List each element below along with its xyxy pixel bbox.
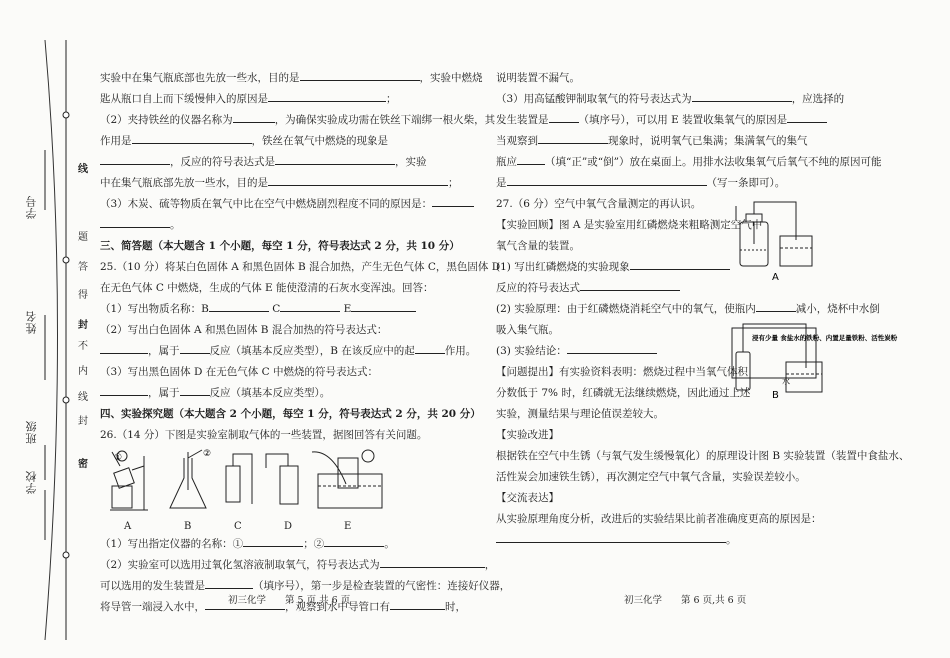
blank[interactable] bbox=[432, 194, 474, 207]
blank[interactable] bbox=[209, 299, 269, 312]
q27-exchange-blank: 。 bbox=[496, 530, 846, 551]
section-4-heading: 四、实验探究题（本大题含 2 个小题，每空 1 分，符号表达式 2 分，共 20 分） bbox=[100, 408, 481, 420]
label-2: ② bbox=[203, 449, 212, 459]
apparatus-labels bbox=[100, 520, 490, 534]
apparatus-d bbox=[266, 454, 298, 504]
blank[interactable] bbox=[692, 89, 792, 102]
q27-problem: 【问题提出】有实验资料表明：燃烧过程中当氧气体积 bbox=[496, 366, 748, 378]
seal-char: 内 bbox=[78, 366, 88, 377]
q25-1: （1）写出物质名称：B C E bbox=[100, 299, 490, 320]
apparatus-label: C bbox=[234, 521, 242, 532]
seal-mid: 封 bbox=[78, 320, 88, 331]
apparatus-label: D bbox=[284, 521, 293, 532]
blank[interactable] bbox=[243, 534, 303, 547]
seal-char: 题 bbox=[78, 232, 88, 243]
q27-review: 【实验回顾】图 A 是实验室用红磷燃烧来粗略测定空气中 bbox=[496, 219, 763, 231]
q27-exchange: 从实验原理角度分析，改进后的实验结果比前者准确度更高的原因是： bbox=[496, 513, 822, 525]
text-line: 实验中在集气瓶底部也先放一些水，目的是 ，实验中燃烧 bbox=[100, 68, 490, 89]
figure-a bbox=[732, 196, 822, 282]
blank[interactable] bbox=[415, 341, 445, 354]
q27-review-2: 氧气含量的装置。 bbox=[496, 240, 580, 252]
blank[interactable] bbox=[180, 383, 210, 396]
blank[interactable] bbox=[538, 131, 608, 144]
q26-stem: 26.（14 分）下图是实验室制取气体的一些装置，据图回答有关问题。 bbox=[100, 429, 428, 441]
blank[interactable] bbox=[280, 299, 340, 312]
blank[interactable] bbox=[275, 152, 395, 165]
q25-3: （3）写出黑色固体 D 在无色气体 C 中燃烧的符号表达式： bbox=[100, 366, 378, 378]
figure-b-label: B bbox=[772, 390, 779, 401]
apparatus-label: A bbox=[124, 521, 132, 532]
apparatus-label: B bbox=[184, 521, 192, 532]
blank[interactable] bbox=[507, 173, 707, 186]
blank[interactable] bbox=[324, 534, 384, 547]
text-line: （3）用高锰酸钾制取氧气的符号表达式为 ，应选择的 bbox=[496, 89, 846, 110]
apparatus-e bbox=[312, 450, 382, 508]
blank[interactable] bbox=[268, 89, 386, 102]
text-line: 说明装置不漏气。 bbox=[496, 72, 580, 84]
text-line: （3）木炭、硫等物质在氧气中比在空气中燃烧剧烈程度不同的原因是： bbox=[100, 194, 490, 215]
q27-1: (1) 写出红磷燃烧的实验现象 bbox=[496, 257, 846, 278]
seal-char: 不 bbox=[78, 341, 88, 352]
blank[interactable] bbox=[787, 110, 827, 123]
blank[interactable] bbox=[180, 341, 210, 354]
page-5 bbox=[100, 68, 511, 618]
seal-char: 线 bbox=[78, 392, 88, 403]
page-5-footer: 初三化学 第 5 页,共 6 页 bbox=[228, 595, 351, 606]
text-line: 瓶应 （填“正”或“倒”）放在桌面上。用排水法收集氧气后氧气不纯的原因可能 bbox=[496, 152, 846, 173]
school-label: 学校 bbox=[25, 470, 38, 494]
section-3-heading: 三、简答题（本大题含 1 个小题，每空 1 分，符号表达式 2 分，共 10 分） bbox=[100, 240, 460, 252]
q26-2c: 将导管一端浸入水中， ，观察到水中导管口有 时， bbox=[100, 597, 490, 618]
blank[interactable] bbox=[132, 131, 252, 144]
blank[interactable] bbox=[268, 173, 448, 186]
blank[interactable] bbox=[567, 341, 657, 354]
q27-exchange-heading: 【交流表达】 bbox=[496, 492, 559, 504]
figure-b-note: 浸有少量 食盐水的铁粉、内置足量铁粉、活性炭粉 bbox=[752, 334, 898, 342]
q25-3b: ，属于 反应（填基本反应类型）。 bbox=[100, 383, 490, 404]
q27-problem-3: 实验，测量结果与理论值误差较大。 bbox=[496, 408, 664, 420]
figure-a-label: A bbox=[772, 272, 779, 283]
q27-improve-2: 活性炭会加速铁生锈），再次测定空气中氧气含量，实验误差较小。 bbox=[496, 471, 806, 483]
text-line: 中在集气瓶底部先放一些水，目的是 ； bbox=[100, 173, 490, 194]
q25-stem-2: 在无色气体 C 中燃烧，生成的气体 E 能使澄清的石灰水变浑浊。回答： bbox=[100, 282, 434, 294]
q27-2: (2) 实验原理：由于红磷燃烧消耗空气中的氧气，使瓶内 减小，烧杯中水倒 bbox=[496, 299, 846, 320]
label-1: ① bbox=[114, 453, 123, 463]
q27-improve: 根据铁在空气中生锈（与氧气发生缓慢氧化）的原理设计图 B 实验装置（装置中食盐水、 bbox=[496, 450, 910, 462]
figure-b-water: 水 bbox=[782, 377, 790, 386]
class-label: 班级 bbox=[25, 420, 38, 444]
text-line: ，反应的符号表达式是 ，实验 bbox=[100, 152, 490, 173]
blank[interactable] bbox=[549, 110, 579, 123]
id-label: 学号 bbox=[25, 195, 38, 219]
text-line: 作用是 ，铁丝在氧气中燃烧的现象是 bbox=[100, 131, 490, 152]
blank[interactable] bbox=[380, 555, 485, 568]
q27-heading: 27.（6 分）空气中氧气含量测定的再认识。 bbox=[496, 198, 702, 210]
seal-top: 线 bbox=[78, 164, 88, 175]
blank[interactable] bbox=[390, 597, 445, 610]
blank[interactable] bbox=[756, 299, 796, 312]
blank[interactable] bbox=[233, 110, 275, 123]
blank[interactable] bbox=[205, 576, 253, 589]
apparatus-figure bbox=[102, 448, 392, 520]
q27-improve-heading: 【实验改进】 bbox=[496, 429, 559, 441]
text-line: 当观察到 现象时，说明氧气已集满；集满氧气的集气 bbox=[496, 131, 846, 152]
q26-2b: 可以选用的发生装置是 （填序号），第一步是检查装置的气密性：连接好仪器， bbox=[100, 576, 490, 597]
binding-margin bbox=[0, 0, 92, 658]
text-line: 是 （写一条即可）。 bbox=[496, 173, 846, 194]
blank[interactable] bbox=[630, 257, 730, 270]
q26-1: （1）写出指定仪器的名称：① ；② 。 bbox=[100, 534, 490, 555]
name-label: 姓名 bbox=[25, 310, 38, 334]
q25-stem: 25.（10 分）将某白色固体 A 和黑色固体 B 混合加热，产生无色气体 C，黑色固体 D bbox=[100, 261, 501, 273]
blank[interactable] bbox=[580, 278, 680, 291]
apparatus-b bbox=[170, 450, 206, 508]
page-6 bbox=[496, 68, 910, 551]
blank[interactable] bbox=[517, 152, 545, 165]
q27-1b: 反应的符号表达式 bbox=[496, 278, 846, 299]
blank[interactable] bbox=[100, 383, 148, 396]
text-line: 。 bbox=[100, 215, 490, 236]
seal-char: 答 bbox=[78, 262, 88, 273]
apparatus-c bbox=[226, 454, 252, 504]
blank[interactable] bbox=[100, 152, 170, 165]
blank[interactable] bbox=[351, 299, 416, 312]
q27-problem-2: 分数低于 7% 时，红磷就无法继续燃烧，因此通过上述 bbox=[496, 387, 751, 399]
blank[interactable] bbox=[496, 530, 726, 543]
q25-2: （2）写出白色固体 A 和黑色固体 B 混合加热的符号表达式： bbox=[100, 324, 388, 336]
text-line: （2）夹持铁丝的仪器名称为 ，为确保实验成功需在铁丝下端绑一根火柴，其 bbox=[100, 110, 490, 131]
q27-2b: 吸入集气瓶。 bbox=[496, 324, 559, 336]
text-line: 匙从瓶口自上而下缓慢伸入的原因是 ； bbox=[100, 89, 490, 110]
q25-2b: ，属于 反应（填基本反应类型），B 在该反应中的起 作用。 bbox=[100, 341, 490, 362]
page-6-footer: 初三化学 第 6 页,共 6 页 bbox=[624, 595, 747, 606]
figure-b bbox=[728, 322, 898, 401]
apparatus-label: E bbox=[344, 521, 352, 532]
text-line: 发生装置是 （填序号），可以用 E 装置收集氧气的原因是 bbox=[496, 110, 846, 131]
blank[interactable] bbox=[300, 68, 420, 81]
blank[interactable] bbox=[100, 341, 148, 354]
q26-2: （2）实验室可以选用过氧化氢溶液制取氧气，符号表达式为 ， bbox=[100, 555, 490, 576]
q27-3: (3) 实验结论： bbox=[496, 341, 846, 362]
seal-bottom: 密 bbox=[78, 459, 88, 470]
seal-char: 封 bbox=[78, 416, 88, 427]
seal-char: 得 bbox=[78, 290, 88, 301]
blank[interactable] bbox=[100, 215, 170, 228]
